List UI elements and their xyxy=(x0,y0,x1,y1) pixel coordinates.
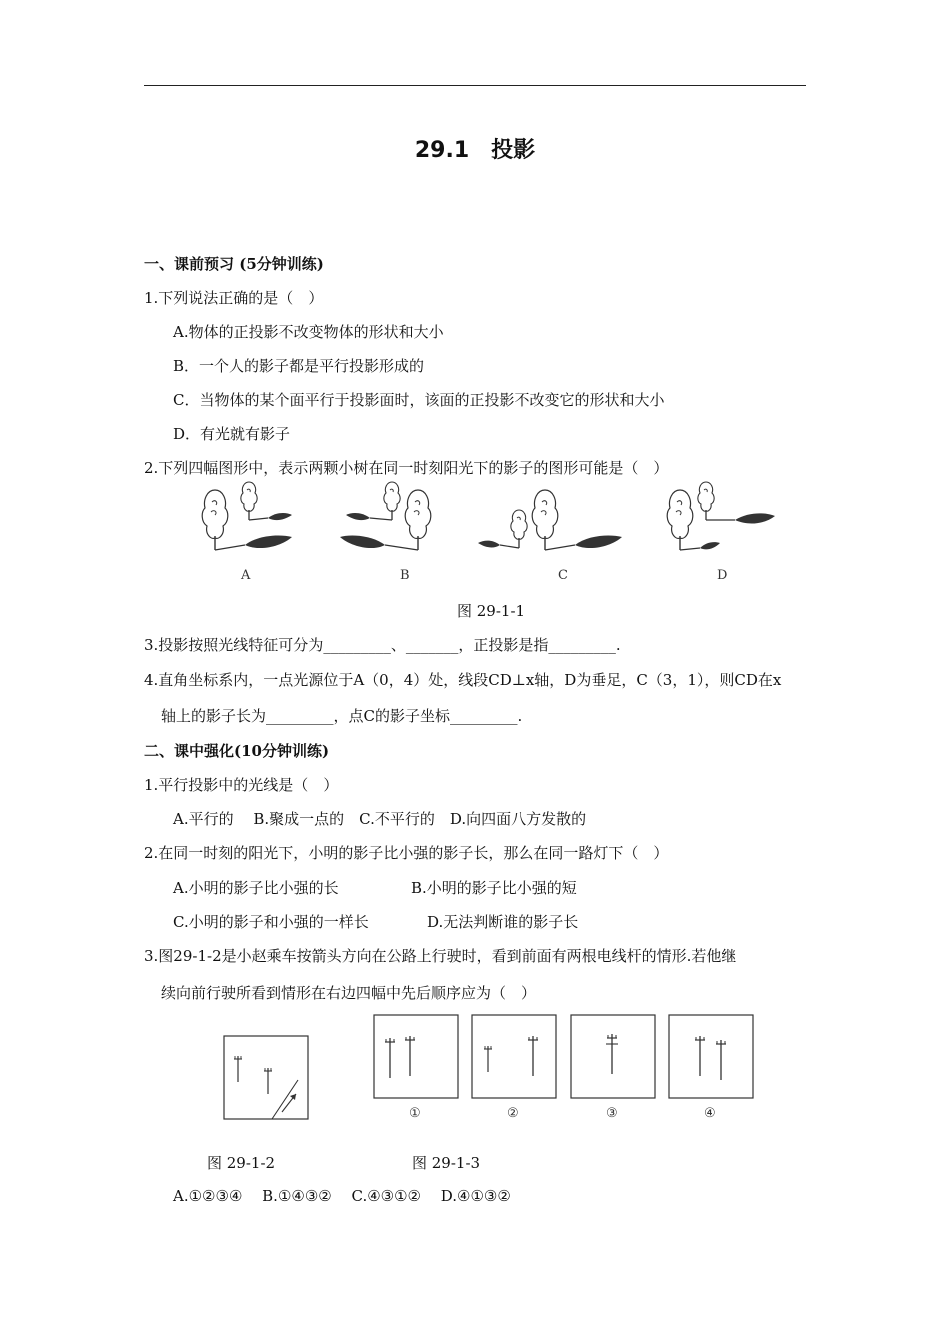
section-heading-in-class: 二、课中强化(10分钟训练) xyxy=(144,742,330,760)
question-1-option-a: A.物体的正投影不改变物体的形状和大小 xyxy=(173,323,444,341)
s2-question-2-option-d: D.无法判断谁的影子长 xyxy=(427,913,579,931)
figure-label-d: D xyxy=(717,568,728,583)
question-1-option-d: D．有光就有影子 xyxy=(173,425,291,443)
figure-29-1-3-panel-4 xyxy=(669,1015,753,1098)
question-2-stem: 2.下列四幅图形中，表示两颗小树在同一时刻阳光下的影子的图形可能是（ ） xyxy=(144,459,669,477)
s2-question-3-options: A.①②③④ B.①④③② C.④③①② D.④①③② xyxy=(173,1187,511,1205)
figure-caption-29-1-2: 图 29-1-2 xyxy=(207,1154,276,1172)
question-4-line-2: 轴上的影子长为_________，点C的影子坐标_________. xyxy=(161,707,523,725)
figure-label-c: C xyxy=(558,568,568,583)
figure-29-1-3-panel-1 xyxy=(374,1015,458,1098)
figure-29-1-3-panel-3 xyxy=(571,1015,655,1098)
question-1-stem: 1.下列说法正确的是（ ） xyxy=(144,289,324,307)
direction-arrow-icon xyxy=(290,1094,296,1100)
s2-question-2-option-b: B.小明的影子比小强的短 xyxy=(411,879,577,897)
s2-question-2-option-c: C.小明的影子和小强的一样长 xyxy=(173,913,369,931)
s2-question-2-option-a: A.小明的影子比小强的长 xyxy=(173,879,339,897)
s2-question-1-options: A.平行的 B.聚成一点的 C.不平行的 D.向四面八方发散的 xyxy=(173,810,587,828)
s2-question-3-line-2: 续向前行驶所看到情形在右边四幅中先后顺序应为（ ） xyxy=(161,984,537,1002)
section-heading-preview: 一、课前预习 (5分钟训练) xyxy=(144,255,324,273)
figure-label-a: A xyxy=(241,568,251,583)
panel-label-1: ① xyxy=(409,1106,421,1121)
s2-question-1-stem: 1.平行投影中的光线是（ ） xyxy=(144,776,339,794)
question-1-option-c: C．当物体的某个面平行于投影面时，该面的正投影不改变它的形状和大小 xyxy=(173,391,665,409)
page-title: 29.1 投影 xyxy=(414,138,536,163)
figure-label-b: B xyxy=(400,568,410,583)
figure-29-1-2 xyxy=(224,1036,308,1119)
figure-caption-29-1-1: 图 29-1-1 xyxy=(457,602,526,620)
figure-caption-29-1-3: 图 29-1-3 xyxy=(412,1154,481,1172)
figure-29-1-3-panel-2 xyxy=(472,1015,556,1098)
panel-label-3: ③ xyxy=(606,1106,618,1121)
panel-label-2: ② xyxy=(507,1106,519,1121)
question-3: 3.投影按照光线特征可分为_________、_______，正投影是指_________. xyxy=(144,636,621,654)
panel-label-4: ④ xyxy=(704,1106,716,1121)
question-1-option-b: B．一个人的影子都是平行投影形成的 xyxy=(173,357,425,375)
s2-question-2-stem: 2.在同一时刻的阳光下，小明的影子比小强的影子长，那么在同一路灯下（ ） xyxy=(144,844,669,862)
s2-question-3-line-1: 3.图29-1-2是小赵乘车按箭头方向在公路上行驶时，看到前面有两根电线杆的情形.若他继 xyxy=(144,947,737,965)
question-4-line-1: 4.直角坐标系内，一点光源位于A（0，4）处，线段CD⊥x轴，D为垂足，C（3，1），则CD在x xyxy=(144,671,782,689)
